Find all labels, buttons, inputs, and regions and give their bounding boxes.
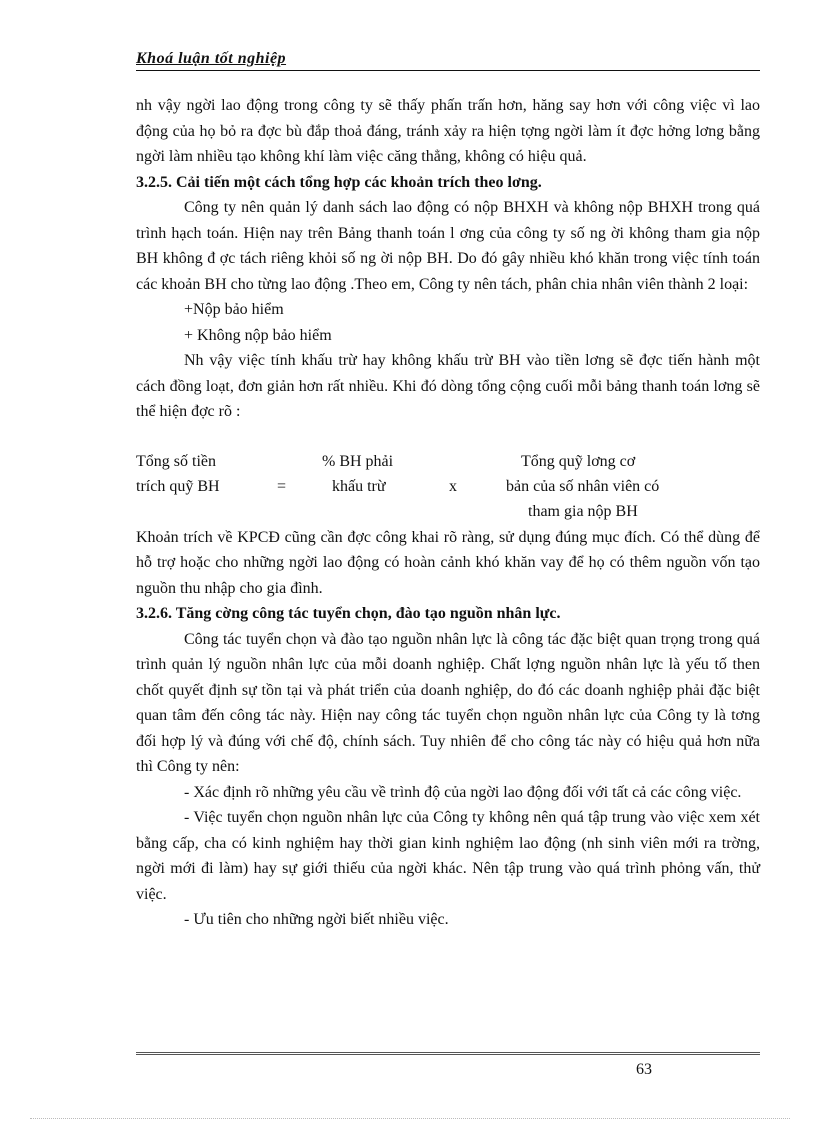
paragraph: Khoản trích về KPCĐ cũng cần đợc công khai rõ ràng, sử dụng đúng mục đích. Có thể dùng để hỗ trợ hoặc cho những ngời lao động có hoàn cảnh khó khăn vay để họ có thêm nguồn vốn tạo nguồn thu nhập cho gia đình. — [136, 528, 760, 597]
formula-equals: = — [277, 477, 287, 495]
document-body — [136, 93, 760, 933]
page-number: 63 — [636, 1061, 652, 1078]
page-header — [136, 50, 760, 71]
formula-left-line2: trích quỹ BH — [136, 477, 220, 495]
header-title: Khoá luận tốt nghiệp — [136, 50, 287, 67]
paragraph: - Việc tuyển chọn nguồn nhân lực của Công ty không nên quá tập trung vào việc xem xét bằng cấp, cha có kinh nghiệm hay thời gian kinh nghiệm lao động (nh sinh viên mới ra trờng, ngời mới đi làm) hay sự giới thiếu của ngời khác. Nên tập trung vào quá trình phỏng vấn, thử việc. — [136, 809, 760, 903]
formula-right-line1: Tổng quỹ lơng cơ — [521, 452, 636, 470]
formula-mid-line1: % BH phải — [322, 452, 394, 470]
paragraph: - Ưu tiên cho những ngời biết nhiều việc. — [184, 911, 449, 928]
formula-left-line1: Tổng số tiền — [136, 452, 216, 470]
paragraph: - Xác định rõ những yêu cầu về trình độ của ngời lao động đối với tất cả các công việc. — [184, 783, 742, 801]
formula-right-line3: tham gia nộp BH — [528, 502, 638, 520]
section-heading-3-2-5: 3.2.5. Cải tiến một cách tổng hợp các khoản trích theo lơng. — [136, 173, 542, 191]
section-heading-3-2-6: 3.2.6. Tăng cờng công tác tuyển chọn, đào tạo nguồn nhân lực. — [136, 605, 561, 622]
paragraph: Công tác tuyển chọn và đào tạo nguồn nhân lực là công tác đặc biệt quan trọng trong quá trình quản lý nguồn nhân lực của mỗi doanh nghiệp. Chất lợng nguồn nhân lực là yếu tố then chốt quyết định sự tồn tại và phát triển của doanh nghiệp, do đó các doanh nghiệp phải đặc biệt quan tâm đến công tác này. Hiện nay công tác tuyển chọn nguồn nhân lực của Công ty là tơng đối hợp lý và đúng với chế độ, chính sách. Tuy nhiên để cho công tác này có hiệu quả hơn nữa thì Công ty nên: — [136, 630, 760, 775]
page-frame-divider — [30, 1118, 790, 1119]
page-footer — [136, 1052, 760, 1078]
paragraph: Công ty nên quản lý danh sách lao động có nộp BHXH và không nộp BHXH trong quá trình hạch toán. Hiện nay trên Bảng thanh toán l ơng của công ty số ng ời không tham gia nộp BH không đ ợc tách riêng khỏi số ng ời nộp BH. Do đó gây nhiều khó khăn trong việc tính toán các khoản BH cho từng lao động .Theo em, Công ty nên tách, phân chia nhân viên thành 2 loại: — [136, 199, 760, 293]
formula-times: x — [449, 477, 457, 495]
list-item: + Không nộp bảo hiểm — [184, 326, 332, 344]
paragraph: Nh vậy việc tính khấu trừ hay không khấu trừ BH vào tiền lơng sẽ đợc tiến hành một cách đồng loạt, đơn giản hơn rất nhiều. Khi đó dòng tổng cộng cuối mỗi bảng thanh toán lơng sẽ thể hiện đợc rõ : — [136, 352, 760, 420]
list-item: +Nộp bảo hiểm — [184, 301, 284, 318]
formula-block — [136, 449, 760, 525]
paragraph: nh vậy ngời lao động trong công ty sẽ thấy phấn trấn hơn, hăng say hơn với công việc vì lao động của họ bỏ ra đợc bù đắp thoả đáng, tránh xảy ra hiện tợng ngời làm ít đợc hởng lơng bằng ngời làm nhiều tạo không khí làm việc căng thẳng, không có hiệu quả. — [136, 97, 760, 165]
formula-mid-line2: khấu trừ — [332, 477, 386, 495]
formula-right-line2: bản của số nhân viên có — [506, 477, 660, 495]
